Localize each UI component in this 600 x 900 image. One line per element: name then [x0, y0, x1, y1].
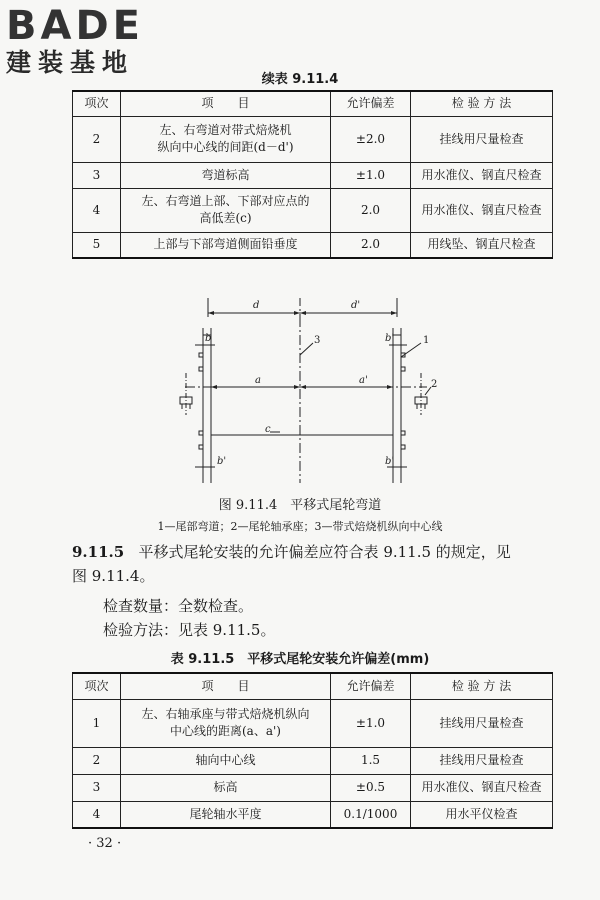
row-method: 挂线用尺量检查 — [411, 116, 553, 162]
table2-header-method: 检 验 方 法 — [411, 673, 553, 699]
table2-header-tolerance: 允许偏差 — [331, 673, 411, 699]
label-d: d — [253, 300, 260, 311]
table-row — [73, 801, 553, 828]
logo-subtitle: 建装基地 — [6, 48, 135, 77]
row-method: 挂线用尺量检查 — [411, 747, 553, 774]
section-number: 9.11.5 — [72, 543, 125, 561]
table2-caption: 表 9.11.5 平移式尾轮安装允许偏差(mm) — [170, 652, 430, 667]
section-text-line1: 平移式尾轮安装的允许偏差应符合表 9.11.5 的规定，见 — [138, 543, 511, 561]
row-no: 3 — [73, 162, 121, 188]
label-2: 2 — [431, 379, 438, 390]
table2-header-no: 项次 — [73, 673, 121, 699]
label-b-prime-bottom-right: b' — [385, 456, 395, 467]
row-tolerance: 1.5 — [331, 747, 411, 774]
label-a-prime: a' — [359, 375, 368, 386]
label-b-prime-top: b' — [385, 333, 395, 344]
label-a: a — [255, 375, 261, 386]
table-row — [73, 116, 553, 162]
page-number: · 32 · — [88, 836, 122, 851]
row-no: 4 — [73, 801, 121, 828]
table-row — [73, 699, 553, 747]
section-text-line2: 图 9.11.4。 — [72, 567, 155, 585]
label-b-prime-bottom-left: b' — [217, 456, 227, 467]
table1-header-no: 项次 — [73, 91, 121, 116]
table1-header-row — [73, 91, 553, 116]
row-item: 左、右弯道对带式焙烧机 纵向中心线的间距(d－d') — [121, 116, 331, 162]
row-tolerance: 2.0 — [331, 232, 411, 258]
row-tolerance: ±1.0 — [331, 162, 411, 188]
tail-wheel-curve-diagram — [175, 295, 440, 485]
row-item: 弯道标高 — [121, 162, 331, 188]
row-no: 4 — [73, 188, 121, 232]
table1 — [72, 90, 553, 259]
brand-logo — [6, 4, 176, 78]
check-quantity: 检查数量：全数检查。 — [103, 597, 254, 615]
label-b: b — [205, 333, 212, 344]
left-curve-rail — [203, 335, 211, 467]
row-item: 标高 — [121, 774, 331, 801]
table-row — [73, 232, 553, 258]
label-c: c — [265, 424, 271, 435]
row-method: 用水准仪、钢直尺检查 — [411, 162, 553, 188]
row-tolerance: ±1.0 — [331, 699, 411, 747]
table2-header-row — [73, 673, 553, 699]
row-item: 轴向中心线 — [121, 747, 331, 774]
row-no: 5 — [73, 232, 121, 258]
row-method: 用水准仪、钢直尺检查 — [411, 188, 553, 232]
row-item: 左、右轴承座与带式焙烧机纵向 中心线的距离(a、a') — [121, 699, 331, 747]
right-curve-rail — [393, 335, 401, 467]
row-method: 用线坠、钢直尺检查 — [411, 232, 553, 258]
label-1: 1 — [423, 335, 430, 346]
left-bearing-seat — [180, 373, 192, 415]
row-item: 左、右弯道上部、下部对应点的 高低差(c) — [121, 188, 331, 232]
table-row — [73, 188, 553, 232]
table1-header-tolerance: 允许偏差 — [331, 91, 411, 116]
table1-header-method: 检 验 方 法 — [411, 91, 553, 116]
row-method: 用水平仪检查 — [411, 801, 553, 828]
row-method: 挂线用尺量检查 — [411, 699, 553, 747]
row-item: 上部与下部弯道侧面铅垂度 — [121, 232, 331, 258]
row-no: 2 — [73, 116, 121, 162]
label-3: 3 — [314, 335, 321, 346]
table-row — [73, 747, 553, 774]
row-method: 用水准仪、钢直尺检查 — [411, 774, 553, 801]
row-tolerance: 0.1/1000 — [331, 801, 411, 828]
row-tolerance: ±2.0 — [331, 116, 411, 162]
table2-header-item: 项 目 — [121, 673, 331, 699]
figure-title: 图 9.11.4 平移式尾轮弯道 — [218, 498, 382, 513]
section-paragraph — [72, 540, 511, 564]
table-row — [73, 774, 553, 801]
figure-legend: 1—尾部弯道；2—尾轮轴承座；3—带式焙烧机纵向中心线 — [157, 520, 443, 533]
table2 — [72, 672, 553, 829]
logo-wordmark: BADE — [6, 3, 144, 49]
row-item: 尾轮轴水平度 — [121, 801, 331, 828]
row-no: 2 — [73, 747, 121, 774]
row-no: 1 — [73, 699, 121, 747]
label-d-prime: d' — [351, 300, 361, 311]
row-tolerance: ±0.5 — [331, 774, 411, 801]
table-row — [73, 162, 553, 188]
check-method: 检验方法：见表 9.11.5。 — [103, 621, 276, 639]
table1-caption: 续表 9.11.4 — [261, 72, 339, 87]
row-no: 3 — [73, 774, 121, 801]
table1-header-item: 项 目 — [121, 91, 331, 116]
row-tolerance: 2.0 — [331, 188, 411, 232]
